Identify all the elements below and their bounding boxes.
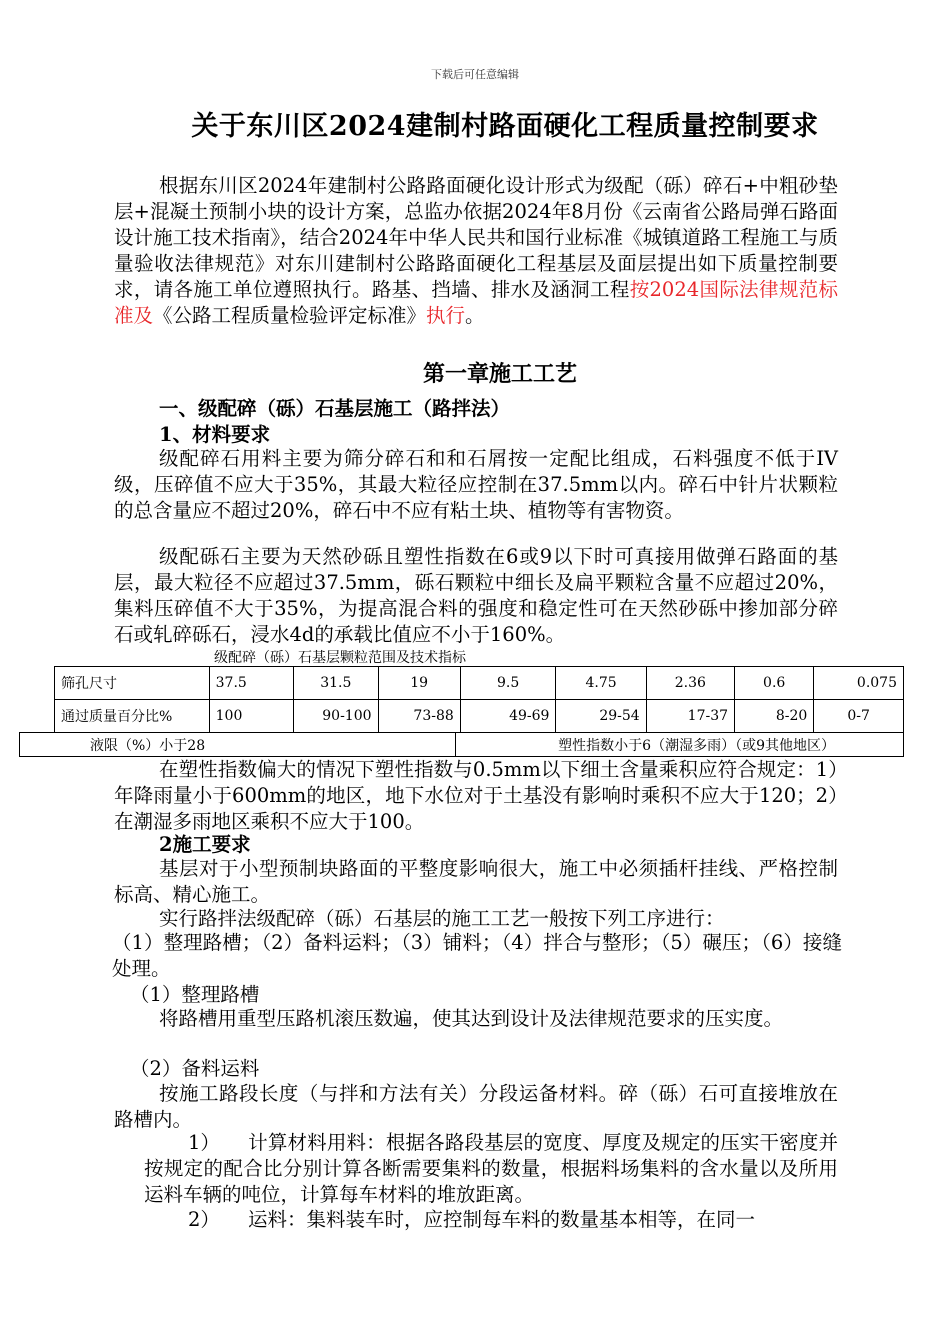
requirements-paragraph-2: 实行路拌法级配碎（砾）石基层的施工工艺一般按下列工序进行： [159, 907, 725, 930]
intro-paragraph [114, 173, 838, 329]
materials-paragraph-2: 级配砾石主要为天然砂砾且塑性指数在6或9以下时可真接用做弹石路面的基层，最大粒径不应超过37.5mm，砾石颗粒中细长及扁平颗粒含量不应超过20%，集料压碎值不大于35%，为提高混合料的强度和稳定性可在天然砂砾中掺加部分碎石或轧碎砾石，浸水4d的承载比值应不小于160%。 [114, 545, 838, 646]
plastic-index-cell: 塑性指数小于6（潮湿多雨）（或9其他地区） [456, 733, 904, 757]
table-cell: 8-20 [735, 700, 814, 733]
table-cell: 90-100 [294, 700, 378, 733]
step-2-title: （2）备料运料 [130, 1057, 260, 1080]
requirements-paragraph-1: 基层对于小型预制块路面的平整度影响很大，施工中必须插杆挂线、严格控制标高、精心施工。 [114, 857, 838, 906]
table-cell: 0.075 [814, 667, 904, 700]
list-item-1-number: 1） [188, 1131, 220, 1154]
table-cell: 0-7 [814, 700, 904, 733]
table-row-passing [55, 700, 904, 733]
intro-text-2: 《公路工程质量检验评定标准》 [153, 304, 427, 327]
list-item-1 [144, 1130, 838, 1208]
intro-text-end: 。 [465, 304, 485, 327]
table-cell: 29-54 [556, 700, 646, 733]
table-cell: 100 [209, 700, 293, 733]
chapter-title: 第一章施工工艺 [422, 361, 577, 387]
index-table [19, 732, 904, 757]
row-label: 通过质量百分比% [55, 700, 210, 733]
table-cell: 31.5 [294, 667, 378, 700]
liquid-limit-cell: 液限（%）小于28 [20, 733, 456, 757]
gradation-table [54, 666, 904, 733]
list-item-2 [144, 1207, 838, 1233]
list-item-2-number: 2） [188, 1208, 220, 1231]
intro-text-1: 根据东川区2024年建制村公路路面硬化设计形式为级配（砾）碎石+中粗砂垫层+混凝土预制小块的设计方案，总监办依据2024年8月份《云南省公路局弹石路面设计施工技术指南》，结合2024年中华人民共和国行业标准《城镇道路工程施工与质量验收法律规范》对东川建制村公路路面硬化工程基层及面层提出如下质量控制要求，请各施工单位遵照执行。路基、挡墙、排水及涵洞工程 [114, 174, 838, 301]
row-label: 筛孔尺寸 [55, 667, 210, 700]
table-cell: 19 [378, 667, 460, 700]
process-steps-list: （1）整理路槽；（2）备料运料；（3）铺料；（4）拌合与整形；（5）碾压；（6）接缝处理。 [112, 931, 842, 980]
subsection-title-requirements: 2施工要求 [159, 833, 251, 856]
table-row-sieve [55, 667, 904, 700]
table-caption: 级配碎（砾）石基层颗粒范围及技术指标 [214, 650, 466, 666]
table-cell: 17-37 [646, 700, 734, 733]
step-1-title: （1）整理路槽 [130, 983, 260, 1006]
table-cell: 4.75 [556, 667, 646, 700]
table-cell: 49-69 [460, 700, 556, 733]
list-item-1-text: 计算材料用料：根据各路段基层的宽度、厚度及规定的压实干密度并按规定的配合比分别计算各断需要集料的数量，根据料场集料的含水量以及所用运料车辆的吨位，计算每车材料的堆放距离。 [144, 1131, 838, 1206]
plasticity-paragraph: 在塑性指数偏大的情况下塑性指数与0.5mm以下细土含量乘积应符合规定：1）年降雨量小于600mm的地区，地下水位对于土基没有影响时乘积不应大于120；2）在潮湿多雨地区乘积不应大于100。 [114, 758, 838, 833]
table-cell: 0.6 [735, 667, 814, 700]
step-1-text: 将路槽用重型压路机滚压数遍，使其达到设计及法律规范要求的压实度。 [159, 1007, 784, 1030]
table-cell: 73-88 [378, 700, 460, 733]
table-cell: 37.5 [209, 667, 293, 700]
section-title: 一、级配碎（砾）石基层施工（路拌法） [159, 397, 511, 420]
intro-red-text-1: 按2024国际法律规范标准及 [114, 278, 838, 327]
table-cell: 9.5 [460, 667, 556, 700]
header-note: 下载后可任意编辑 [431, 68, 519, 81]
subsection-title-materials: 1、材料要求 [159, 423, 271, 446]
list-item-2-text: 运料：集料装车时，应控制每车料的数量基本相等，在同一 [248, 1208, 756, 1231]
document-title: 关于东川区2024建制村路面硬化工程质量控制要求 [191, 111, 819, 142]
step-2-text: 按施工路段长度（与拌和方法有关）分段运备材料。碎（砾）石可直接堆放在路槽内。 [114, 1082, 838, 1131]
table-cell: 2.36 [646, 667, 734, 700]
materials-paragraph-1: 级配碎石用料主要为筛分碎石和和石屑按一定配比组成，石料强度不低于IV级，压碎值不应大于35%，其最大粒径应控制在37.5mm以内。碎石中针片状颗粒的总含量应不超过20%，碎石中不应有粘土块、植物等有害物资。 [114, 447, 838, 522]
table-row-limits [20, 733, 904, 757]
intro-red-text-2: 执行 [426, 304, 466, 327]
